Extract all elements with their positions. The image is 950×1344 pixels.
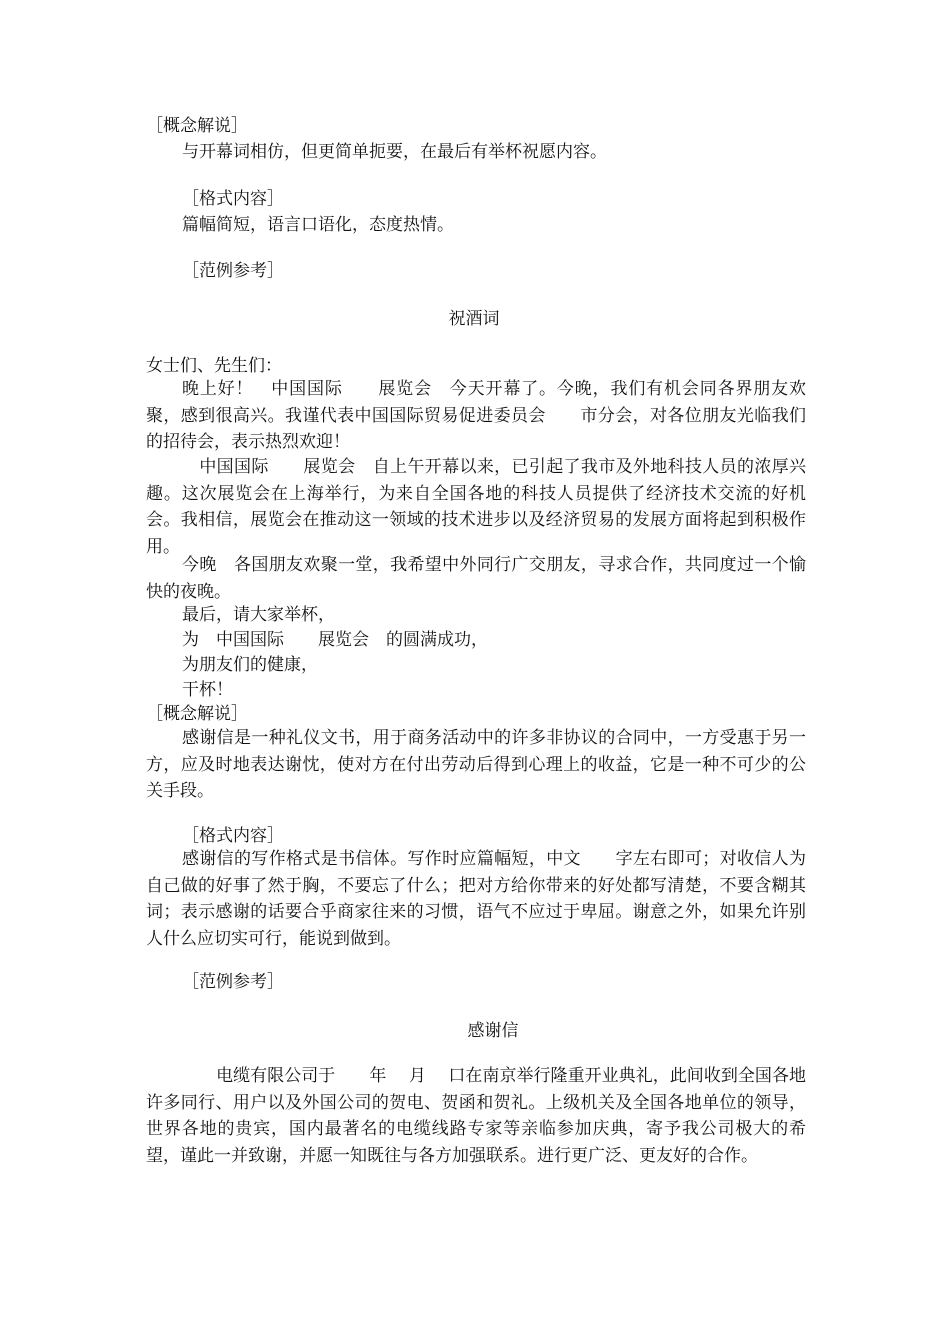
concept-text-1: 与开幕词相仿，但更简单扼要，在最后有举杯祝愿内容。 bbox=[182, 142, 607, 162]
toast-paragraph-3: 今晚 各国朋友欢聚一堂，我希望中外同行广交朋友，寻求合作，共同度过一个愉快的夜晚。 bbox=[146, 555, 806, 602]
concept-heading-2: ［概念解说］ bbox=[146, 704, 248, 724]
format-heading-1: ［格式内容］ bbox=[182, 189, 284, 209]
toast-paragraph-1: 晚上好！ 中国国际 展览会 今天开幕了。今晚，我们有机会同各界朋友欢聚，感到很高兴。我谨代表中国国际贸易促进委员会 市分会，对各位朋友光临我们的招待会，表示热烈欢迎！ bbox=[146, 379, 806, 453]
toast-title: 祝酒词 bbox=[448, 309, 500, 329]
format-text-2: 感谢信的写作格式是书信体。写作时应篇幅短，中文 字左右即可；对收信人为自己做的好事了然于胸，不要忘了什么；把对方给你带来的好处都写清楚，不要含糊其词；表示感谢的话要合乎商家往来的习惯，语气不应过于卑屈。谢意之外，如果允许别人什么应切实可行，能说到做到。 bbox=[146, 849, 806, 949]
toast-line-cheers-1: 最后，请大家举杯， bbox=[182, 605, 335, 625]
concept-text-2: 感谢信是一种礼仪文书，用于商务活动中的许多非协议的合同中，一方受惠于另一方，应及时地表达谢忱，使对方在付出劳动后得到心理上的收益，它是一种不可少的公关手段。 bbox=[146, 728, 806, 802]
toast-line-cheers-4: 干杯！ bbox=[182, 680, 233, 700]
toast-salutation: 女士们、先生们： bbox=[146, 356, 282, 376]
letter-title: 感谢信 bbox=[467, 1021, 519, 1041]
toast-paragraph-2: 中国国际 展览会 自上午开幕以来，已引起了我市及外地科技人员的浓厚兴趣。这次展览会在上海举行，为来自全国各地的科技人员提供了经济技术交流的好机会。我相信，展览会在推动这一领域的技术进步以及经济贸易的发展方面将起到积极作用。 bbox=[146, 457, 806, 557]
format-text-1: 篇幅简短，语言口语化，态度热情。 bbox=[182, 215, 454, 235]
format-heading-2: ［格式内容］ bbox=[182, 826, 284, 846]
example-heading-1: ［范例参考］ bbox=[182, 261, 284, 281]
concept-heading-1: ［概念解说］ bbox=[146, 116, 248, 136]
toast-line-cheers-2: 为 中国国际 展览会 的圆满成功， bbox=[182, 630, 488, 650]
toast-line-cheers-3: 为朋友们的健康， bbox=[182, 655, 318, 675]
letter-paragraph-1: 电缆有限公司于 年 月 口在南京举行隆重开业典礼，此间收到全国各地许多同行、用户以及外国公司的贺电、贺函和贺礼。上级机关及全国各地单位的领导，世界各地的贵宾，国内最著名的电缆线路专家等亲临参加庆典，寄予我公司极大的希望，谨此一并致谢，并愿一知既往与各方加强联系。进行更广泛、更友好的合作。 bbox=[146, 1066, 806, 1166]
example-heading-2: ［范例参考］ bbox=[182, 972, 284, 992]
